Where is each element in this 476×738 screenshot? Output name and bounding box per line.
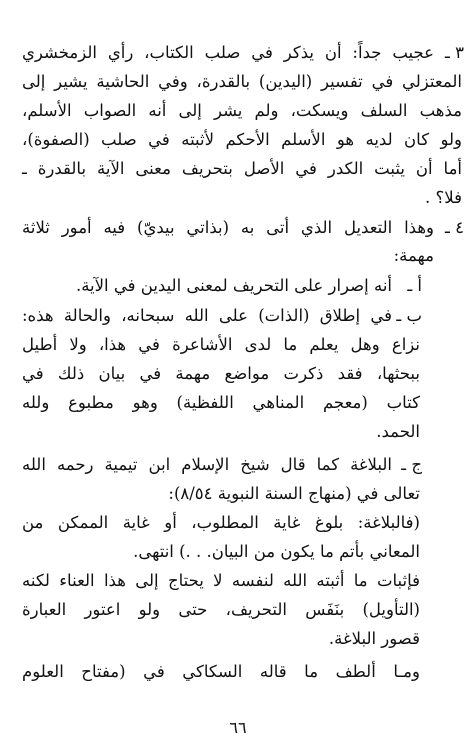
text-line: تعالى في (منهاج السنة النبوية ٨/٥٤): xyxy=(168,484,420,503)
text-line: نزاع وهل يعلم ما لدى الأشاعرة في هذا، ولا أطيل xyxy=(22,335,420,354)
sub-item-marker-a: أ ـ xyxy=(407,276,422,295)
item-marker-4: ٤ ـ xyxy=(445,218,464,237)
text-line: عجيب جداً: أن يذكر في صلب الكتاب، رأي الزمخشري xyxy=(22,43,434,62)
text-line: (التأويل) بنَفَس التحريف، حتى ولو اعتور العبارة xyxy=(22,600,420,619)
text-line: المعاني بأتم ما يكون من البيان. . .) انتهى. xyxy=(133,542,420,561)
text-line: المعتزلي في تفسير (اليدين) بالقدرة، وفي الحاشية يشير إلى xyxy=(22,72,462,91)
sub-item-marker-b: ب ـ xyxy=(396,306,422,325)
text-line: وهذا التعديل الذي أتى به (بذاتي بيديّ) فيه أمور ثلاثة xyxy=(22,218,434,237)
text-line: في إطلاق (الذات) على الله سبحانه، والحالة هذه: xyxy=(22,306,392,325)
text-line: أنه إصرار على التحريف لمعنى اليدين في الآية. xyxy=(75,276,392,295)
text-line: ولو كان لديه هو الأسلم الأحكم لأثبته في صلب (الصفوة)، xyxy=(22,130,462,149)
page-number: ٦٦ xyxy=(229,718,247,737)
text-line: الحمد. xyxy=(376,422,420,441)
text-line: ومـا ألطف ما قاله السكاكي في (مفتاح العلوم xyxy=(22,662,420,681)
text-line: أما أن يثبت الكدر في الأصل بتحريف معنى الآية بالقدرة ـ xyxy=(22,159,462,178)
text-line: قصور البلاغة. xyxy=(328,629,420,648)
text-line: فلا؟ . xyxy=(425,188,462,207)
sub-item-marker-c: ج ـ xyxy=(401,455,422,474)
text-line: (فالبلاغة: بلوغ غاية المطلوب، أو غاية الممكن من xyxy=(22,513,420,532)
item-marker-3: ٣ ـ xyxy=(445,43,464,62)
text-line: مذهب السلف ويسكت، ولم يشر إلى أنه الصواب الأسلم، xyxy=(22,101,462,120)
text-line: البلاغة كما قال شيخ الإسلام ابن تيمية رحمه الله xyxy=(22,455,392,474)
text-line: مهمة: xyxy=(393,246,434,265)
text-line: فإثبات ما أثبته الله لنفسه لا يحتاج إلى هذا العناء لكنه xyxy=(22,571,420,590)
text-line: كتاب (معجم المناهي اللفظية) وهو مطبوع ولله xyxy=(22,393,420,412)
text-line: ببحثها، فقد ذكرت مواضع مهمة في بيان ذلك في xyxy=(22,364,420,383)
